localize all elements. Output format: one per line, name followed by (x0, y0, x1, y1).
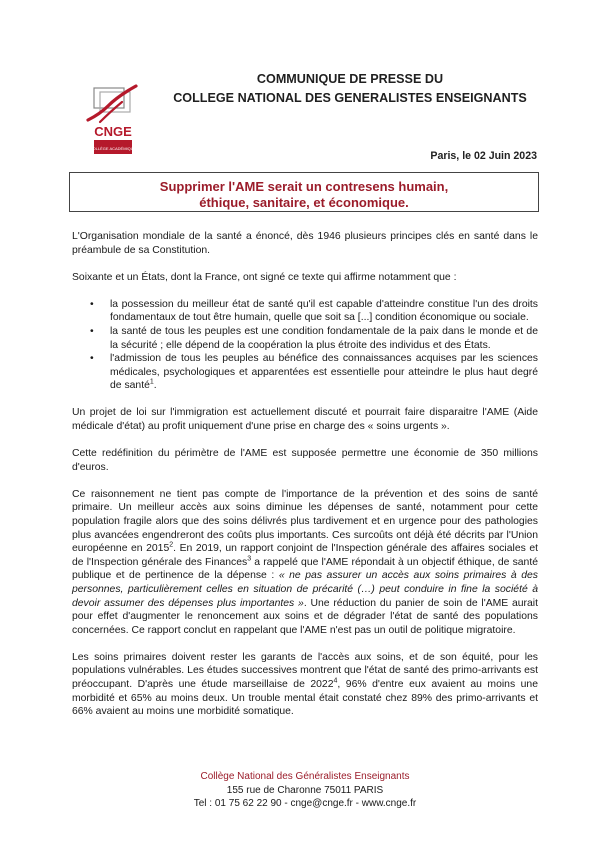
logo-text: CNGE (94, 124, 132, 139)
paragraph-6-part-b: , 96% d'entre eux avaient au moins une morbidité et 65% au moins deux. Un trouble mental était constaté chez 89% des primo-arrivants et 66% avaient au moins une morbidité somatique. (72, 679, 538, 718)
list-item: • la possession du meilleur état de santé qu'il est capable d'atteindre constitue l'un des droits fondamentaux de tout être humain, quelle que soit sa [...] condition économique ou sociale. (110, 298, 538, 325)
footnote-ref-2: 2 (169, 541, 174, 549)
footer-address: 155 rue de Charonne 75011 PARIS (226, 784, 384, 796)
header-line-1: COMMUNIQUE DE PRESSE DU (256, 72, 444, 86)
footnote-ref-4: 4 (333, 677, 338, 685)
footer (0, 770, 610, 811)
header-line-2: COLLEGE NATIONAL DES GENERALISTES ENSEIGNANTS (173, 91, 527, 105)
paragraph-5-part-c: a rappelé que l'AME répondait à un objectif éthique, de santé publique et de pertinence de la dépense : (72, 556, 538, 582)
principles-list (72, 298, 538, 393)
list-item: • l'admission de tous les peuples au bénéfice des connaissances acquises par les sciences médicales, psychologiques et apparentées est essentielle pour atteindre le plus haut degré de santé$^1$. (110, 352, 538, 393)
paragraph-5 (72, 488, 538, 638)
headline-box (69, 172, 539, 212)
headline-line-2: éthique, sanitaire, et économique. (199, 194, 409, 210)
body-content (72, 230, 538, 732)
paragraph-6-part-a: Les soins primaires doivent rester les garants de l'accès aux soins, et de son équité, pour les populations vulnérables. Les études successives montrent que l'état de santé des primo-arrivants est préoccupant. D'après une étude marseillaise de 2022 (72, 651, 538, 691)
press-release-header (150, 70, 550, 108)
paragraph-5-part-d: . Une réduction du panier de soin de l'AME aurait pour effet d'augmenter le renoncement aux soins et de dégrader l'état de santé des populations concernées. Ce rapport conclut en rappelant que l'AME n'est pas un outil de politique migratoire. (72, 597, 538, 636)
paragraph-6 (72, 651, 538, 719)
paragraph-4: Cette redéfinition du périmètre de l'AME est supposée permettre une économie de 350 millions d'euros. (72, 448, 538, 473)
report-quote: « ne pas assurer un accès aux soins primaires à des personnes, particulièrement celles en situation de précarité (…) peut conduire in fine la société à devoir assumer des dépenses plus importantes » (72, 570, 539, 609)
paragraph-1: L'Organisation mondiale de la santé a énoncé, dès 1946 plusieurs principes clés en santé dans le préambule de sa Constitution. (72, 231, 538, 256)
footnote-ref-1: 1 (149, 378, 154, 386)
paragraph-5-part-a: Ce raisonnement ne tient pas compte de l'importance de la prévention et des soins de santé primaire. Un meilleur accès aux soins diminue les dépenses de santé, notamment pour cette population fragile alors que des soins délivrés plus tardivement et en urgence pour des pathologies plus avancées engendreront des coûts plus importants. Ces surcoûts ont déjà été décrits par l'Union européenne en 2015 (72, 488, 538, 555)
footer-org: Collège National des Généralistes Enseignants (200, 771, 410, 782)
list-item-text: l'admission de tous les peuples au bénéfice des connaissances acquises par les sciences médicales, psychologiques et apparentées est essentielle pour atteindre le plus haut degré de santé (110, 353, 538, 392)
release-date: Paris, le 02 Juin 2023 (430, 150, 537, 162)
footnote-ref-3: 3 (247, 555, 252, 563)
paragraph-5-part-b: . En 2019, un rapport conjoint de l'Inspection générale des affaires sociales et de l'Inspection générale des Finances (72, 543, 538, 568)
paragraph-3: Un projet de loi sur l'immigration est actuellement discuté et pourrait faire disparaitre l'AME (Aide médicale d'état) au profit uniquement d'une prise en charge des « soins urgents ». (72, 407, 538, 433)
paragraph-2: Soixante et un États, dont la France, ont signé ce texte qui affirme notamment que : (72, 271, 457, 283)
list-item: • la santé de tous les peuples est une condition fondamentale de la paix dans le monde et de la sécurité ; elle dépend de la coopération la plus étroite des individus et des États. (110, 325, 538, 352)
logo-graphic-icon (88, 86, 136, 122)
logo-subtext: COLLÈGE ACADÉMIQUE (89, 146, 137, 151)
cnge-logo (80, 78, 146, 158)
headline-line-1: Supprimer l'AME serait un contresens humain, (159, 179, 449, 194)
footer-contact: Tel : 01 75 62 22 90 - cnge@cnge.fr - www.cnge.fr (193, 798, 417, 809)
